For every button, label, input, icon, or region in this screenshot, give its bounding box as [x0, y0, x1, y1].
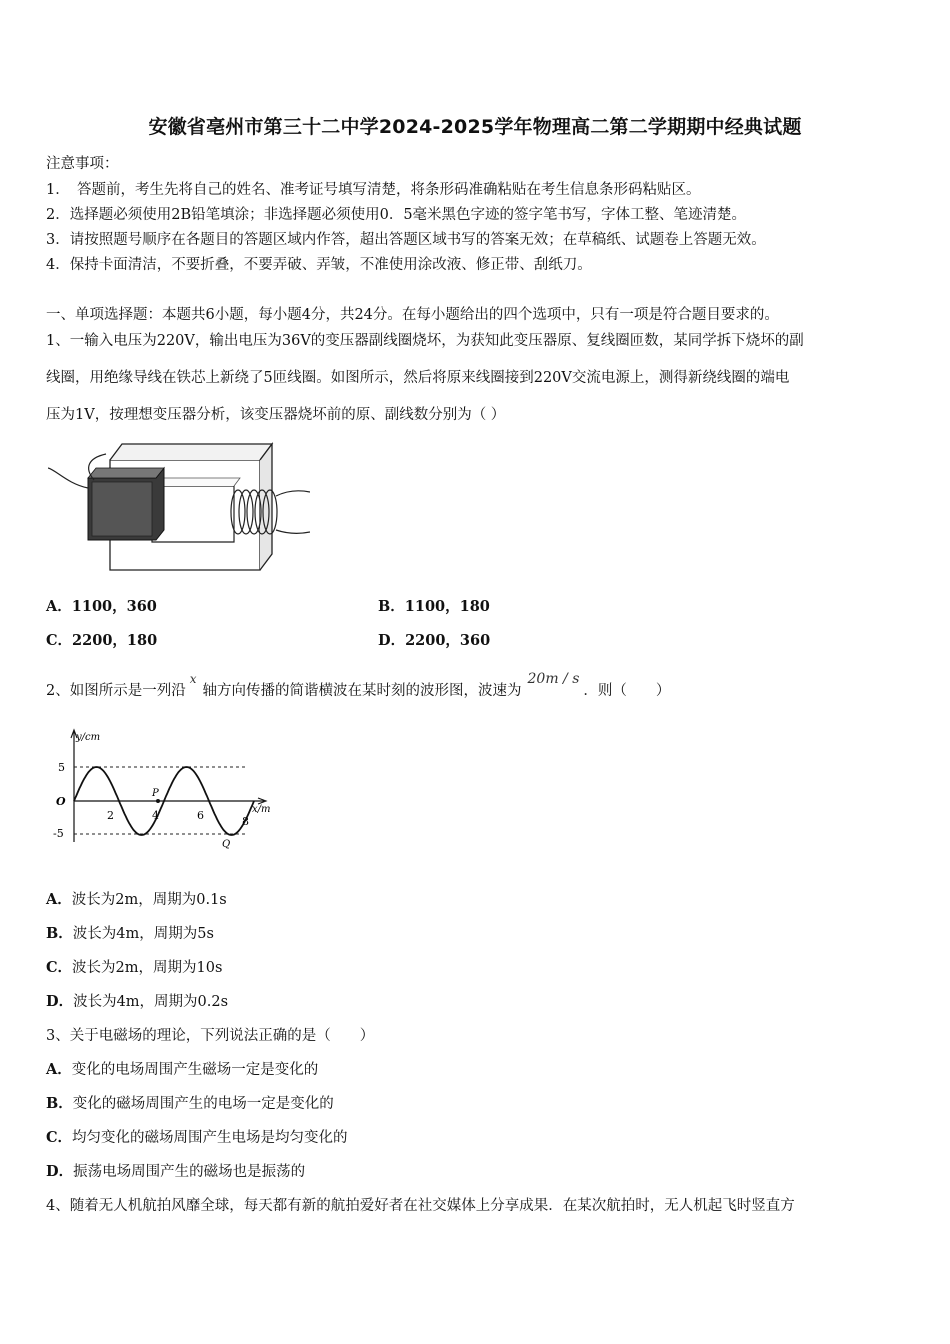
- point-p-marker: [156, 799, 160, 803]
- option-label: C．: [46, 959, 73, 976]
- option-label: B．: [46, 1095, 73, 1112]
- q2-stem-suffix: ．则（ ）: [583, 683, 671, 699]
- option-text: 波长为2m，周期为0.1s: [71, 892, 227, 908]
- point-q-label: Q: [222, 839, 231, 850]
- option-label: C．: [46, 1129, 73, 1146]
- q2-option-a[interactable]: [46, 888, 227, 909]
- notice-item: 1． 答题前，考生先将自己的姓名、准考证号填写清楚，将条形码准确粘贴在考生信息条形码粘贴区。: [46, 182, 701, 198]
- q2-stem-prefix: 2、如图所示是一列沿: [46, 683, 186, 699]
- option-label: D．: [46, 1163, 74, 1180]
- option-label: A．: [46, 1061, 72, 1078]
- q3-option-b[interactable]: [46, 1092, 334, 1113]
- q2-speed: 20m / s: [527, 671, 580, 687]
- q2-option-b[interactable]: [46, 922, 214, 943]
- x-tick-2: 2: [107, 809, 114, 822]
- option-text: 振荡电场周围产生的磁场也是振荡的: [73, 1164, 306, 1180]
- q2-stem-middle: 轴方向传播的简谐横波在某时刻的波形图，波速为: [202, 683, 522, 699]
- option-text: 1100，180: [404, 598, 490, 615]
- x-tick-4: 4: [152, 809, 159, 822]
- wave-graph: [46, 728, 286, 852]
- y-tick-5: 5: [58, 761, 65, 774]
- q4-stem: 4、随着无人机航拍风靡全球，每天都有新的航拍爱好者在社交媒体上分享成果．在某次航拍时，无人机起飞时竖直方: [46, 1198, 795, 1214]
- option-text: 变化的电场周围产生磁场一定是变化的: [71, 1062, 319, 1078]
- x-tick-6: 6: [197, 809, 204, 822]
- x-tick-8: 8: [242, 815, 249, 828]
- option-text: 均匀变化的磁场周围产生电场是均匀变化的: [72, 1130, 348, 1146]
- notice-item: 4．保持卡面清洁，不要折叠，不要弄破、弄皱，不准使用涂改液、修正带、刮纸刀。: [46, 257, 592, 273]
- page-title: 安徽省亳州市第三十二中学2024-2025学年物理高二第二学期期中经典试题: [148, 116, 802, 138]
- q3-option-a[interactable]: [46, 1058, 318, 1079]
- q2-option-c[interactable]: [46, 956, 222, 977]
- q1-stem-line: 1、一输入电压为220V，输出电压为36V的变压器副线圈烧坏，为获知此变压器原、复线圈匝数，某同学拆下烧坏的副: [46, 333, 804, 349]
- option-label: A．: [46, 891, 72, 908]
- notice-item: 3．请按照题号顺序在各题目的答题区域内作答，超出答题区域书写的答案无效；在草稿纸、试题卷上答题无效。: [46, 232, 766, 248]
- option-text: 1100，360: [71, 598, 157, 615]
- option-label: C．: [46, 632, 73, 649]
- q1-option-a[interactable]: [46, 595, 157, 616]
- section-heading: 一、单项选择题：本题共6小题，每小题4分，共24分。在每小题给出的四个选项中，只有一项是符合题目要求的。: [46, 307, 779, 323]
- q1-option-d[interactable]: [378, 629, 490, 650]
- q3-stem: 3、关于电磁场的理论，下列说法正确的是（ ）: [46, 1028, 375, 1044]
- x-axis-label: x/m: [252, 804, 271, 815]
- origin-label: O: [56, 795, 66, 808]
- y-tick-neg5: -5: [53, 827, 64, 840]
- q2-stem: [46, 671, 671, 700]
- option-label: D．: [46, 993, 74, 1010]
- option-label: A．: [46, 598, 72, 615]
- y-axis-label: y/cm: [76, 732, 101, 743]
- q2-var-x: x: [189, 672, 197, 686]
- q3-option-c[interactable]: [46, 1126, 348, 1147]
- option-text: 变化的磁场周围产生的电场一定是变化的: [72, 1096, 334, 1112]
- q1-option-c[interactable]: [46, 629, 157, 650]
- option-text: 波长为2m，周期为10s: [72, 960, 223, 976]
- option-label: B．: [46, 925, 73, 942]
- point-p-label: P: [152, 788, 159, 799]
- q2-option-d[interactable]: [46, 990, 228, 1011]
- q1-stem-line: 压为1V，按理想变压器分析，该变压器烧坏前的原、副线数分别为（ ）: [46, 407, 506, 423]
- option-text: 2200，180: [72, 632, 158, 649]
- q1-stem-line: 线圈，用绝缘导线在铁芯上新绕了5匝线圈。如图所示，然后将原来线圈接到220V交流电源上，测得新绕线圈的端电: [46, 370, 790, 386]
- notice-heading: 注意事项：: [46, 156, 119, 172]
- transformer-figure: [48, 438, 310, 574]
- option-text: 波长为4m，周期为0.2s: [73, 994, 229, 1010]
- option-text: 波长为4m，周期为5s: [72, 926, 214, 942]
- option-label: B．: [378, 598, 405, 615]
- notice-item: 2．选择题必须使用2B铅笔填涂；非选择题必须使用0．5毫米黑色字迹的签字笔书写，字体工整、笔迹清楚。: [46, 207, 747, 223]
- q3-option-d[interactable]: [46, 1160, 305, 1181]
- option-label: D．: [378, 632, 406, 649]
- option-text: 2200，360: [405, 632, 491, 649]
- q1-option-b[interactable]: [378, 595, 490, 616]
